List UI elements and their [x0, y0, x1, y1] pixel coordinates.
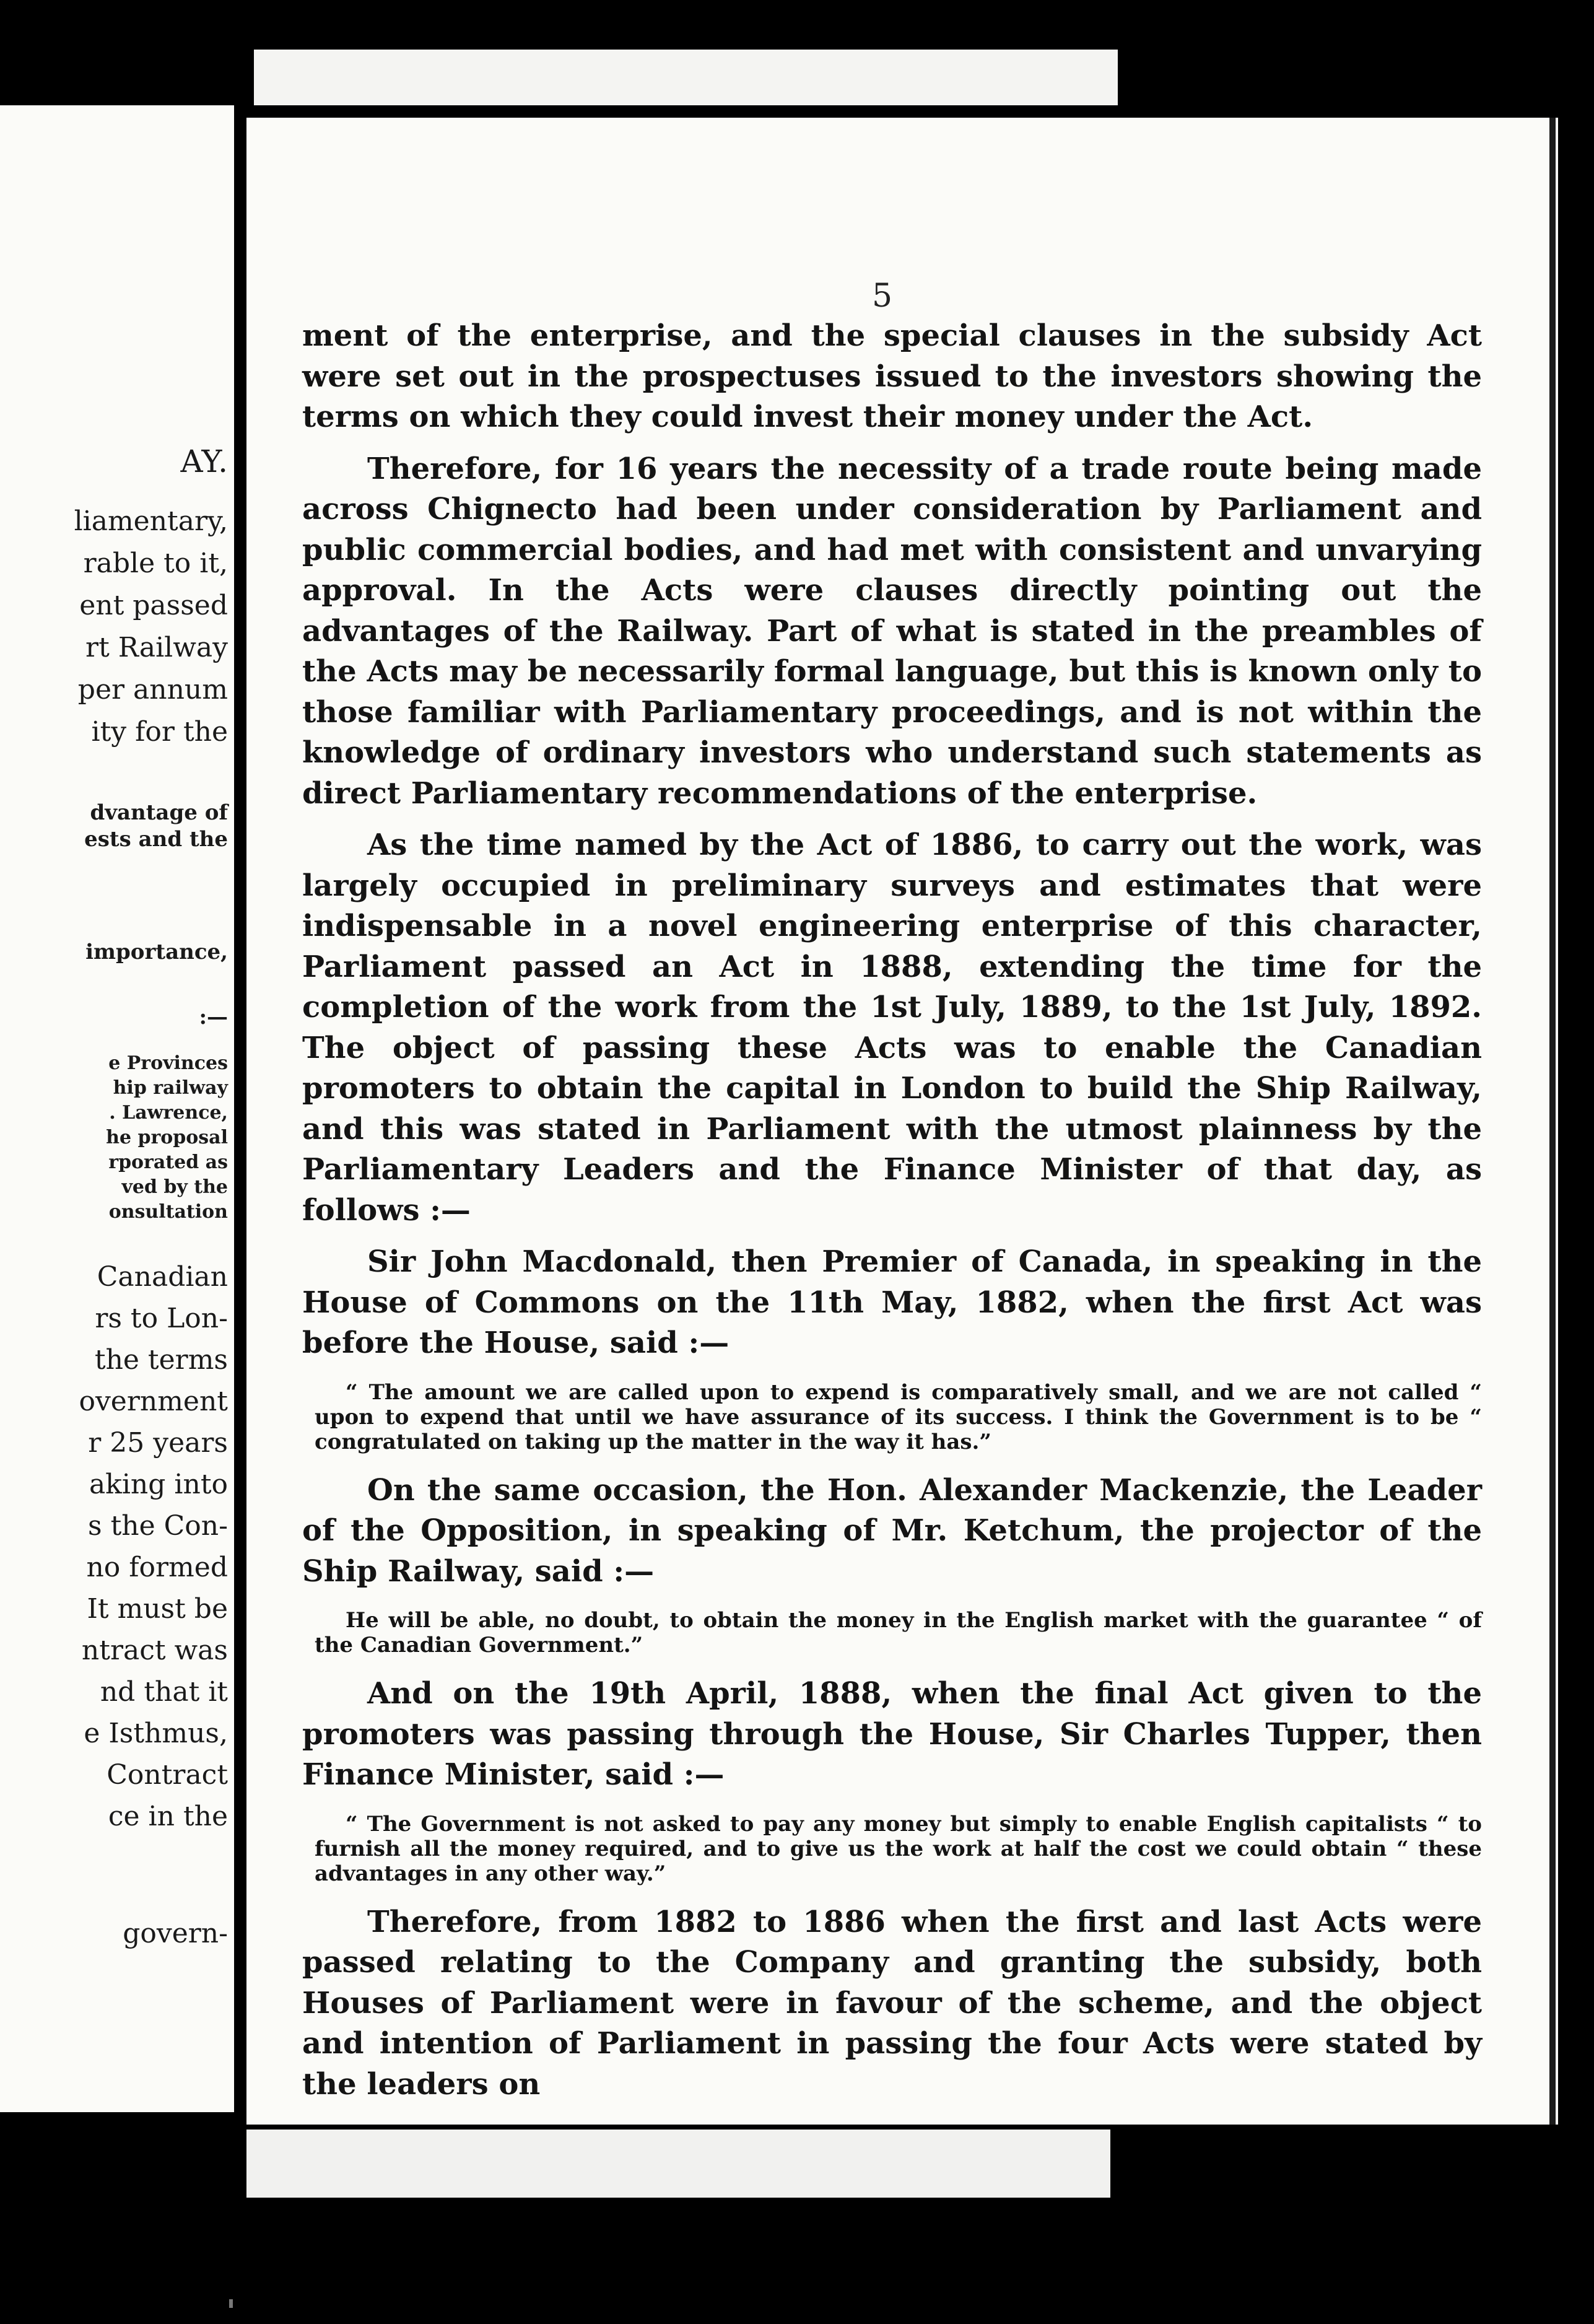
prev-page-line: Contract	[107, 1759, 228, 1791]
page-edge-right	[1549, 118, 1556, 2125]
prev-page-line: ity for the	[91, 716, 228, 748]
prev-page-line: onsultation	[108, 1201, 228, 1223]
prev-page-line: govern-	[123, 1918, 228, 1949]
prev-page-line: ent passed	[79, 590, 228, 621]
prev-page-line: e Provinces	[108, 1052, 228, 1074]
prev-page-line: rt Railway	[85, 632, 228, 663]
paragraph-conclusion: Therefore, from 1882 to 1886 when the first and last Acts were passed relating to the Company and granting the subsidy, both Houses of Parliament were in favour of the scheme, and the object and intention of Parliament in passing the four Acts were stated by the leaders on	[302, 1904, 1482, 2102]
prev-page-line: rable to it,	[83, 548, 228, 579]
paragraph-macdonald: Sir John Macdonald, then Premier of Canada, in speaking in the House of Commons on the 11th May, 1882, when the first Act was before the House, said :—	[302, 1244, 1482, 1360]
prev-page-line: nd that it	[100, 1676, 228, 1708]
page-edge-bottom	[246, 2130, 1110, 2198]
previous-page-fragment	[0, 105, 234, 2112]
prev-page-line: ntract was	[81, 1635, 228, 1666]
paragraph-act-of-1886: As the time named by the Act of 1886, to carry out the work, was largely occupied in preliminary surveys and estimates that were indispensable in a novel engineering enterprise of this character, Parliament passed an Act in 1888, extending the time for the completion of the work from the 1st July, 1889, to the 1st July, 1892. The object of passing these Acts was to enable the Canadian promoters to obtain the capital in London to build the Ship Railway, and this was stated in Parliament with the utmost plainness by the Parliamentary Leaders and the Finance Minister of that day, as follows :—	[302, 828, 1482, 1228]
prev-page-line: hip railway	[113, 1077, 228, 1099]
page-number: 5	[872, 277, 893, 315]
page-body	[302, 316, 1482, 2105]
prev-page-line: ests and the	[84, 827, 228, 852]
document-page	[246, 118, 1558, 2125]
paragraph-tupper: And on the 19th April, 1888, when the final Act given to the promoters was passing through the House, Sir Charles Tupper, then Finance Minister, said :—	[302, 1676, 1482, 1792]
paragraph-continued: ment of the enterprise, and the special clauses in the subsidy Act were set out in the prospectuses issued to the investors showing the terms on which they could invest their money under the Act.	[302, 318, 1482, 434]
prev-page-line: Canadian	[97, 1261, 228, 1293]
page-edge-top	[254, 50, 1118, 105]
paragraph-sixteen-years: Therefore, for 16 years the necessity of a trade route being made across Chignecto had been under consideration by Parliament and public commercial bodies, and had met with consistent and unvarying approval. In the Acts were clauses directly pointing out the advantages of the Railway. Part of what is stated in the preambles of the Acts may be necessarily formal language, but this is known only to those familiar with Parliamentary proceedings, and is not within the knowledge of ordinary investors who understand such statements as direct Parliamentary recommendations of the enterprise.	[302, 451, 1482, 811]
prev-page-line: s the Con-	[88, 1510, 228, 1542]
prev-page-line: the terms	[94, 1344, 228, 1376]
prev-page-line: liamentary,	[74, 505, 228, 537]
scan-artifact	[229, 2299, 233, 2308]
quote-tupper: “ The Government is not asked to pay any money but simply to enable English capitalists “ to furnish all the money required, and to give us the work at half the cost we could obtain “ these advantages in any other way.”	[315, 1811, 1482, 1886]
prev-page-line: . Lawrence,	[109, 1102, 228, 1124]
prev-page-line: no formed	[86, 1552, 228, 1583]
prev-page-line: dvantage of	[90, 800, 228, 825]
quote-mackenzie: He will be able, no doubt, to obtain the money in the English market with the guarantee “ of the Canadian Government.”	[315, 1608, 1482, 1658]
prev-page-line: It must be	[87, 1593, 228, 1625]
prev-page-line: e Isthmus,	[84, 1718, 228, 1749]
prev-page-line: r 25 years	[88, 1427, 228, 1459]
prev-page-line: rporated as	[108, 1151, 228, 1173]
prev-page-line: he proposal	[106, 1127, 228, 1148]
prev-page-line: importance,	[85, 940, 228, 964]
prev-page-line: per annum	[77, 674, 228, 706]
prev-page-line: aking into	[89, 1469, 228, 1500]
quote-macdonald: “ The amount we are called upon to expend is comparatively small, and we are not called “ upon to expend that until we have assurance of its success. I think the Government is to be “ congratulated on taking up the matter in the way it has.”	[315, 1379, 1482, 1454]
prev-page-line: ved by the	[121, 1176, 228, 1198]
prev-page-line: rs to Lon-	[95, 1303, 228, 1334]
prev-page-line: ce in the	[108, 1801, 228, 1832]
prev-page-line: overnment	[79, 1386, 228, 1417]
prev-page-line: AY.	[180, 443, 228, 479]
prev-page-line: :—	[199, 1005, 228, 1029]
paragraph-mackenzie: On the same occasion, the Hon. Alexander Mackenzie, the Leader of the Opposition, in speaking of Mr. Ketchum, the projector of the Ship Railway, said :—	[302, 1472, 1482, 1589]
